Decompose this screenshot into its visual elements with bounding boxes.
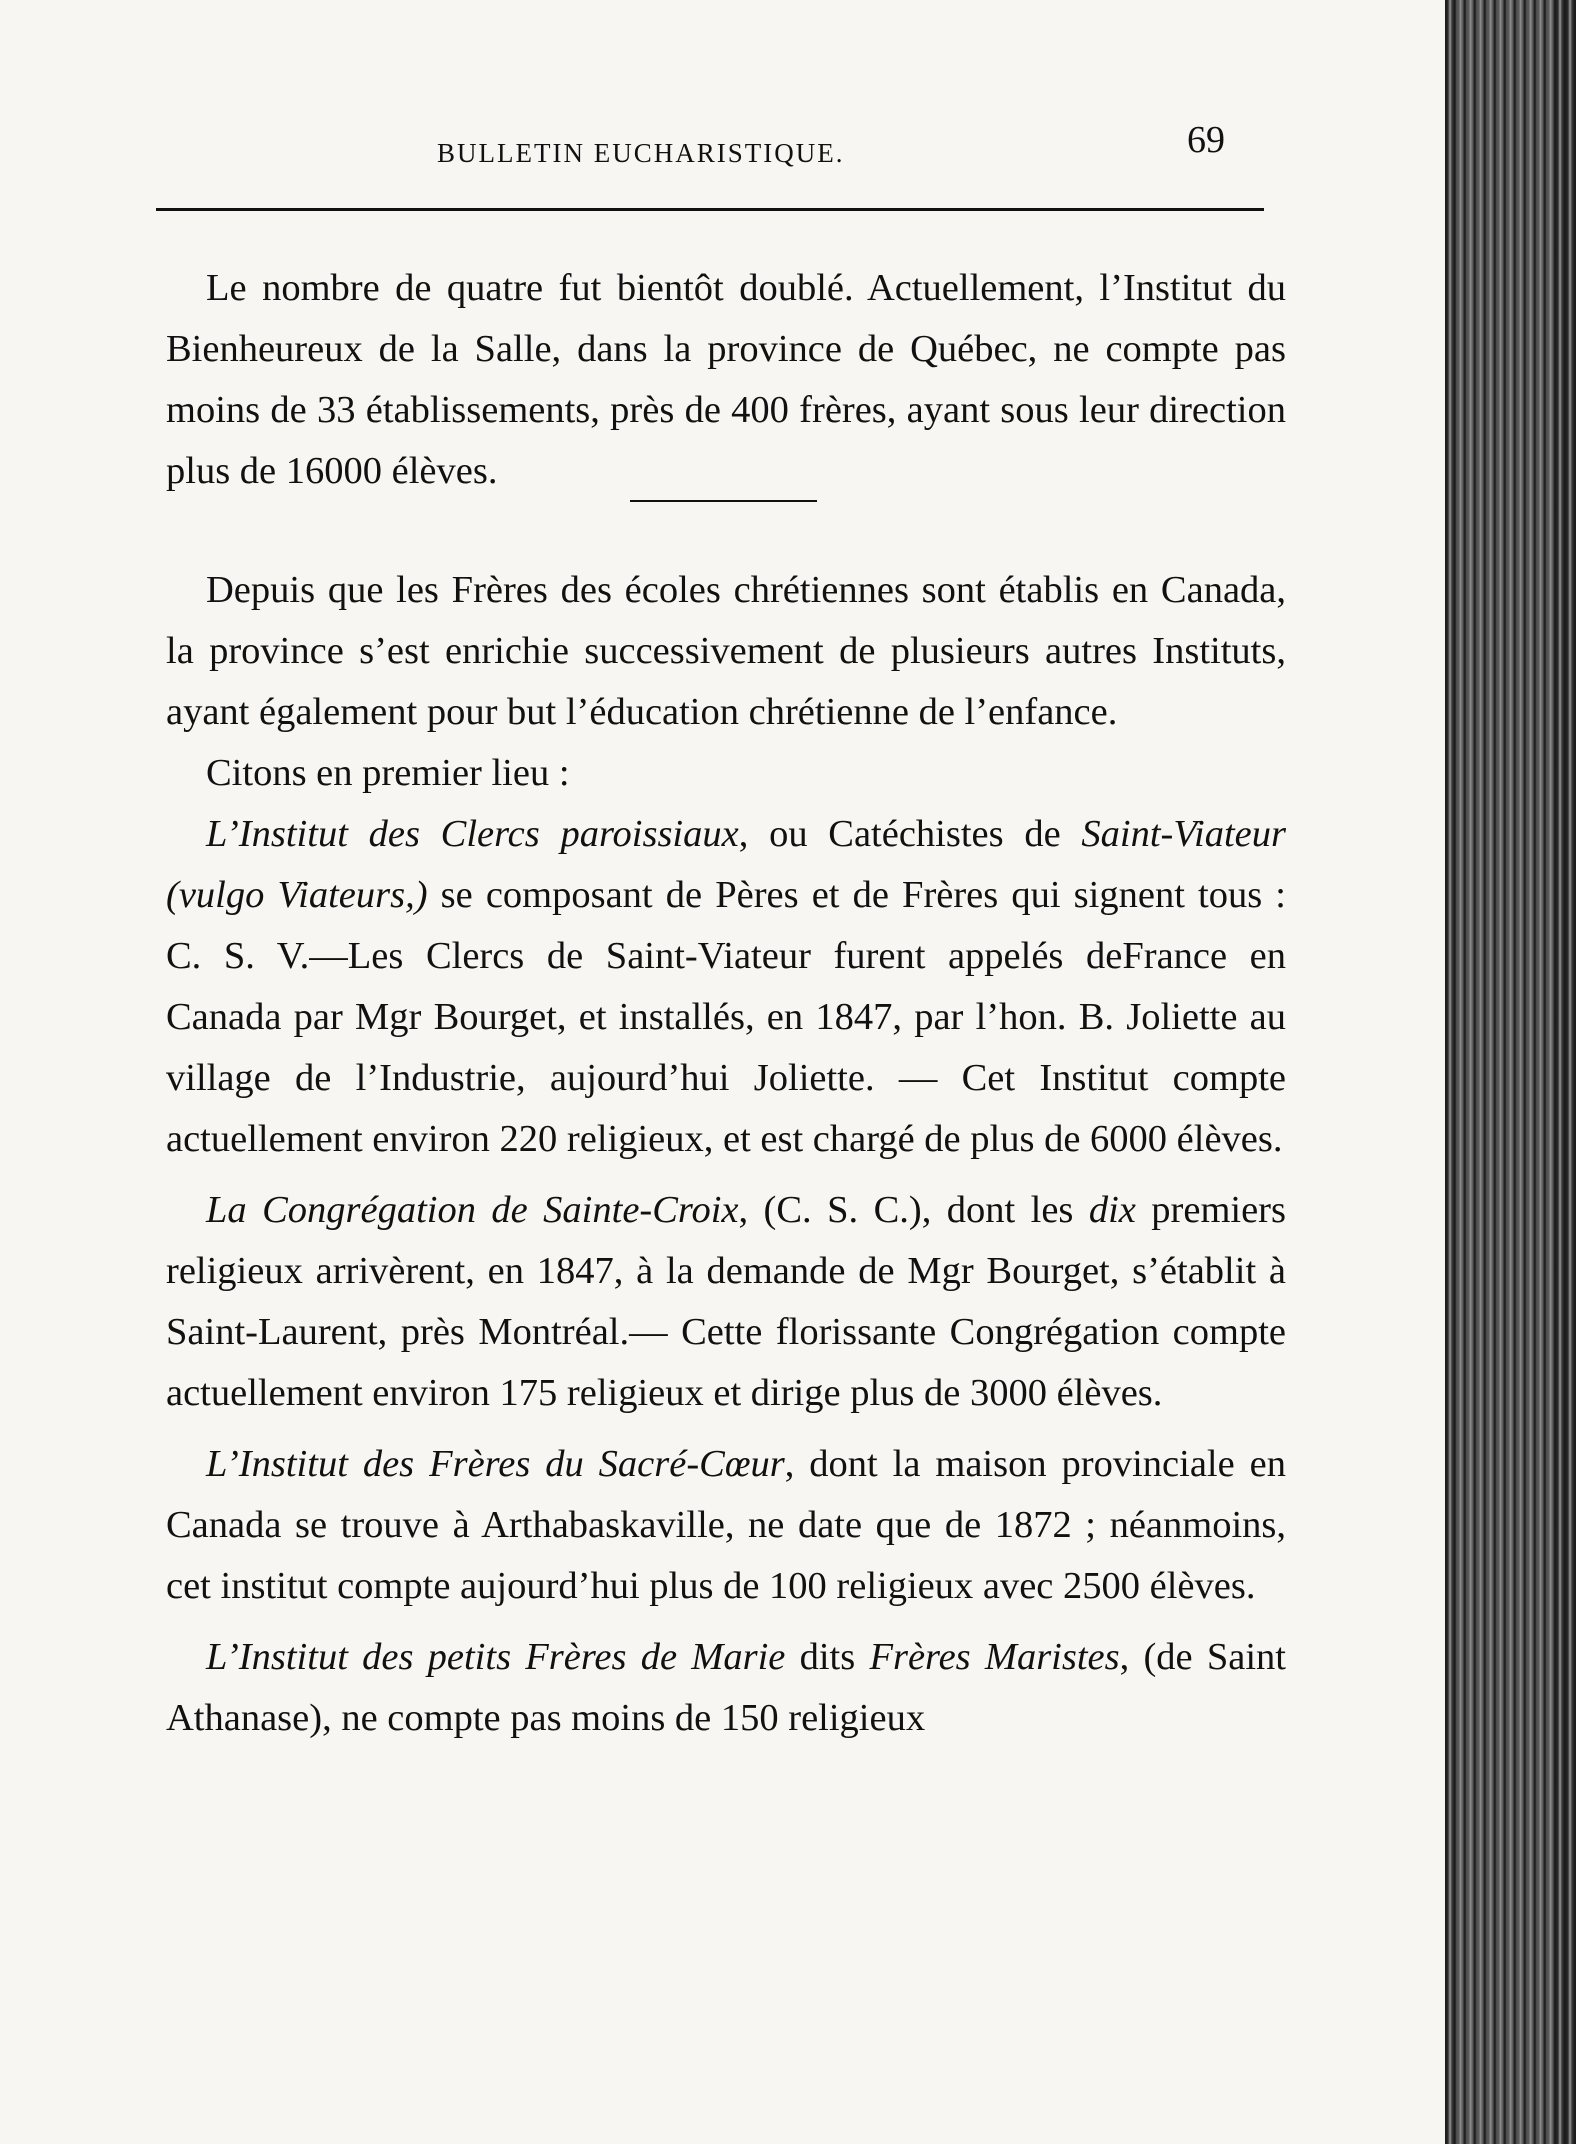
paragraph-1: Le nombre de quatre fut bientôt doublé. Actuellement, l’Institut du Bienheureux de la Salle, dans la province de Québec, ne compte pas moins de 33 établissements, près de 400 frères, ayant sous leur direction plus de 16000 élèves. bbox=[166, 267, 1286, 492]
paragraph-text: , (de Saint Athanase), ne compte pas moins de 150 religieux bbox=[166, 1636, 1286, 1739]
institution-name: L’Institut des Clercs paroissiaux bbox=[206, 813, 739, 855]
institution-name: Frères Maristes bbox=[869, 1636, 1120, 1678]
paragraph-3: Citons en premier lieu : bbox=[206, 752, 570, 794]
paragraph-5 bbox=[166, 1180, 1286, 1424]
paragraph-6 bbox=[166, 1434, 1286, 1617]
paragraph-text: premiers religieux arrivèrent, en 1847, à la demande de Mgr Bourget, s’établit à Saint-Laurent, près Montréal.— Cette florissante Congrégation compte actuellement environ 175 religieux et dirige plus de 3000 élèves. bbox=[166, 1189, 1286, 1414]
institution-name: L’Institut des Frères du Sacré-Cœur bbox=[206, 1443, 785, 1485]
institution-name: La Congrégation de Sainte-Croix bbox=[206, 1189, 739, 1231]
paragraph-2: Depuis que les Frères des écoles chrétiennes sont établis en Canada, la province s’est enrichie successivement de plusieurs autres Instituts, ayant également pour but l’éducation chrétienne de l’enfance. bbox=[166, 569, 1286, 733]
body-text bbox=[166, 258, 1286, 1749]
running-title: BULLETIN EUCHARISTIQUE. bbox=[437, 138, 845, 168]
paragraph-text: , dont la maison provinciale en Canada se trouve à Arthabaskaville, ne date que de 1872 ; néanmoins, cet institut compte aujourd’hui plus de 100 religieux avec 2500 élèves. bbox=[166, 1443, 1286, 1607]
page-number: 69 bbox=[1187, 119, 1225, 161]
paragraph-text: dits bbox=[785, 1636, 870, 1678]
header-rule bbox=[156, 208, 1264, 211]
institution-name: Saint-Viateur (vulgo Viateurs,) bbox=[166, 813, 1286, 916]
book-page-edges bbox=[1445, 0, 1576, 2144]
paragraph-text: se composant de Pères et de Frères qui signent tous : C. S. V.—Les Clercs de Saint-Viateur furent appelés deFrance en Canada par Mgr Bourget, et installés, en 1847, par l’hon. B. Joliette au village de l’Industrie, aujourd’hui Joliette. — Cet Institut compte actuellement environ 220 religieux, et est chargé de plus de 6000 élèves. bbox=[166, 874, 1286, 1160]
institution-name: L’Institut des petits Frères de Marie bbox=[206, 1636, 786, 1678]
paragraph-text: , ou Catéchistes de bbox=[738, 813, 1082, 855]
emphasis: dix bbox=[1088, 1189, 1136, 1231]
paragraph-text: , (C. S. C.), dont les bbox=[738, 1189, 1089, 1231]
paragraph-7 bbox=[166, 1627, 1286, 1749]
paragraph-4 bbox=[166, 804, 1286, 1170]
